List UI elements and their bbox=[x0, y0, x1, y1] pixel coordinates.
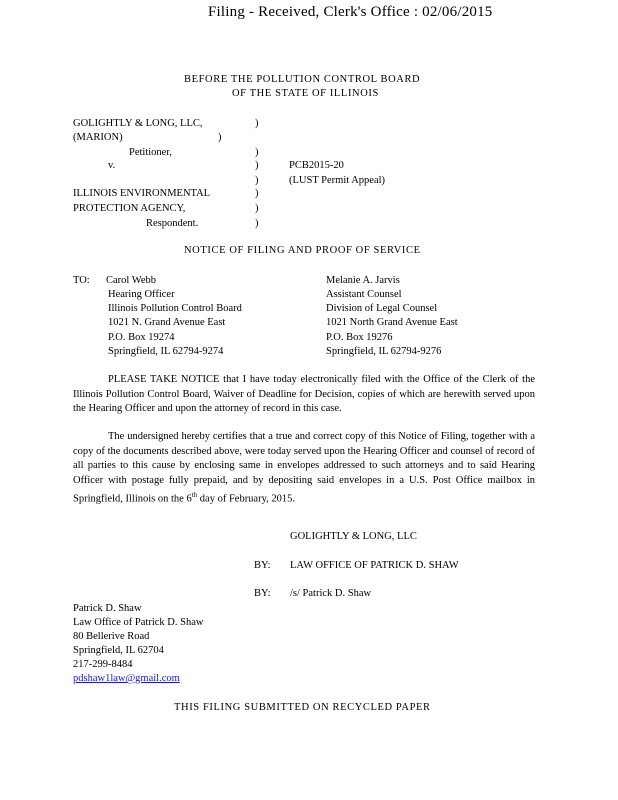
recipient-left-line: P.O. Box 19274 bbox=[108, 332, 175, 343]
attorney-email-link[interactable]: pdshaw1law@gmail.com bbox=[73, 673, 180, 684]
caption-paren: ) bbox=[255, 118, 259, 129]
recipient-right-line: Springfield, IL 62794-9276 bbox=[326, 346, 442, 357]
recipient-left-line: Carol Webb bbox=[106, 275, 156, 286]
signature-by-firm: LAW OFFICE OF PATRICK D. SHAW bbox=[290, 560, 459, 571]
filing-stamp: Filing - Received, Clerk's Office : 02/06/2015 bbox=[208, 4, 493, 20]
recipient-left-line: 1021 N. Grand Avenue East bbox=[108, 317, 226, 328]
petitioner-location: (MARION) bbox=[73, 132, 123, 143]
recipient-right-line: Assistant Counsel bbox=[326, 289, 402, 300]
caption-paren: ) bbox=[255, 218, 259, 229]
caption-paren: ) bbox=[255, 175, 259, 186]
signature-by-name: /s/ Patrick D. Shaw bbox=[290, 588, 372, 599]
attorney-line: Springfield, IL 62704 bbox=[73, 645, 164, 656]
notice-paragraph bbox=[73, 373, 535, 417]
recycled-paper-note: THIS FILING SUBMITTED ON RECYCLED PAPER bbox=[174, 702, 431, 713]
to-label: TO: bbox=[73, 275, 90, 286]
recipient-left-line: Springfield, IL 62794-9274 bbox=[108, 346, 224, 357]
caption-paren: ) bbox=[255, 203, 259, 214]
versus-label: v. bbox=[108, 160, 116, 171]
petitioner-label: Petitioner, bbox=[129, 147, 173, 158]
certificate-text: The undersigned hereby certifies that a true and correct copy of this Notice of Filing, together with a copy of the documents described above, were today served upon the Hearing Officer and counsel of record of all parties to this cause by enclosing same in envelopes addressed to such attorneys and to said Hearing Officer with postage fully prepaid, and by depositing said envelopes in a U.S. Post Office mailbox in Springfield, Illinois on the 6 bbox=[73, 431, 535, 505]
respondent-label: Respondent. bbox=[146, 218, 199, 229]
signature-by-label: BY: bbox=[254, 588, 271, 599]
notice-paragraph-text: PLEASE TAKE NOTICE that I have today electronically filed with the Office of the Clerk of the Illinois Pollution Control Board, Waiver of Deadline for Decision, copies of which are herewith served upon the Hearing Officer and upon the attorney of record in this case. bbox=[73, 374, 535, 414]
court-heading-line2: OF THE STATE OF ILLINOIS bbox=[232, 88, 379, 99]
signature-by-label: BY: bbox=[254, 560, 271, 571]
certificate-tail: day of February, 2015. bbox=[197, 493, 296, 505]
recipient-right-line: Division of Legal Counsel bbox=[326, 303, 438, 314]
case-number: PCB2015-20 bbox=[289, 160, 344, 171]
recipient-left-line: Illinois Pollution Control Board bbox=[108, 303, 242, 314]
certificate-superscript: th bbox=[191, 491, 198, 499]
caption-paren: ) bbox=[255, 160, 259, 171]
court-heading-line1: BEFORE THE POLLUTION CONTROL BOARD bbox=[184, 74, 421, 85]
recipient-right-line: Melanie A. Jarvis bbox=[326, 275, 400, 286]
case-type: (LUST Permit Appeal) bbox=[289, 175, 386, 186]
caption-paren: ) bbox=[255, 147, 259, 158]
respondent-line2: PROTECTION AGENCY, bbox=[73, 203, 186, 214]
recipient-right-line: P.O. Box 19276 bbox=[326, 332, 393, 343]
recipient-right-line: 1021 North Grand Avenue East bbox=[326, 317, 458, 328]
caption-paren: ) bbox=[218, 132, 222, 143]
signature-firm: GOLIGHTLY & LONG, LLC bbox=[290, 531, 417, 542]
attorney-line: 217-299-8484 bbox=[73, 659, 133, 670]
recipient-left-line: Hearing Officer bbox=[108, 289, 175, 300]
certificate-paragraph bbox=[73, 430, 535, 507]
attorney-line: Law Office of Patrick D. Shaw bbox=[73, 617, 204, 628]
attorney-line: 80 Bellerive Road bbox=[73, 631, 150, 642]
petitioner-name: GOLIGHTLY & LONG, LLC, bbox=[73, 118, 203, 129]
respondent-line1: ILLINOIS ENVIRONMENTAL bbox=[73, 188, 211, 199]
attorney-line: Patrick D. Shaw bbox=[73, 603, 142, 614]
caption-paren: ) bbox=[255, 188, 259, 199]
document-title: NOTICE OF FILING AND PROOF OF SERVICE bbox=[184, 245, 421, 256]
